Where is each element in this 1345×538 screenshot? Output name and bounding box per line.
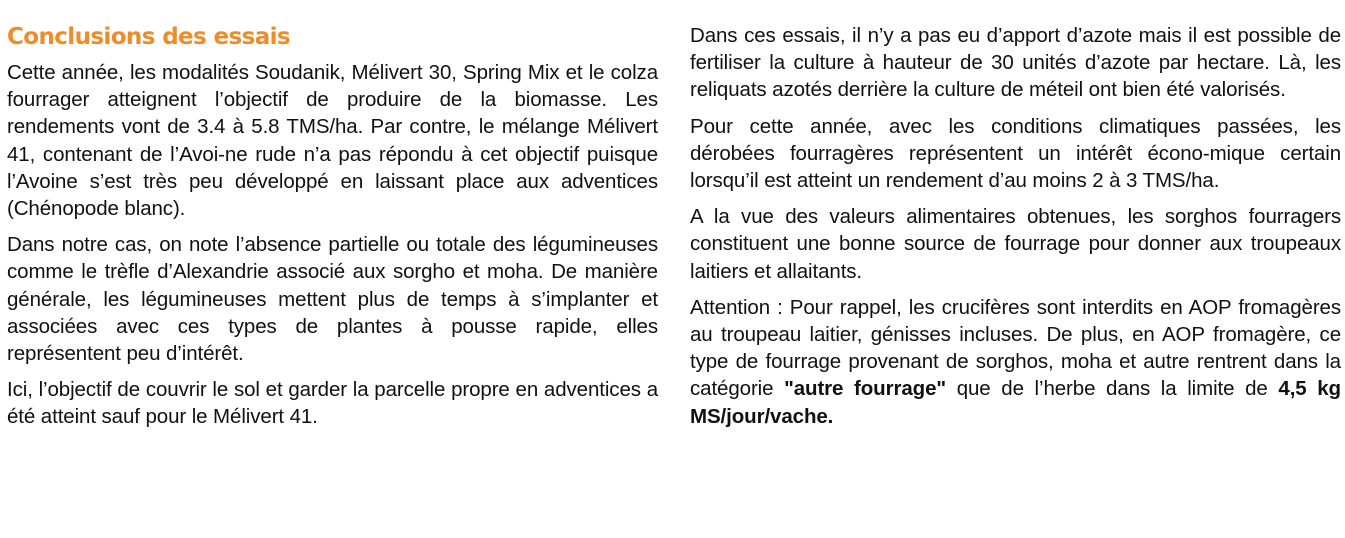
paragraph-economic-interest: Pour cette année, avec les conditions climatiques passées, les dérobées fourragères représentent un intérêt écono-mique certain lorsqu’il est atteint un rendement d’au moins 2 à 3 TMS/ha. [690,114,1341,193]
attention-text-1: Attention : Pour rappel, les crucifères sont interdits en AOP fromagères au troupeau laitier, génisses incluses. De plus, en AOP fromagère, ce type de fourrage provenant de sorghos, moha et autre rentrent dans la catégorie [690,295,1341,401]
right-column [690,0,1341,430]
paragraph-weed-control: Ici, l’objectif de couvrir le sol et garder la parcelle propre en adventices a été atteint sauf pour le Mélivert 41. [7,378,658,429]
section-title: Conclusions des essais [7,24,291,50]
paragraph-yields: Cette année, les modalités Soudanik, Mélivert 30, Spring Mix et le colza fourrager atteignent l’objectif de produire de la biomasse. Les rendements vont de 3.4 à 5.8 TMS/ha. Par contre, le mélange Mélivert 41, contenant de l’Avoi-ne rude n’a pas répondu à cet objectif puisque l’Avoine s’est très peu développé en laissant place aux adventices (Chénopode blanc). [7,61,658,221]
attention-text-2: que de l’herbe dans la limite de [946,377,1279,401]
left-column [7,0,658,431]
paragraph-nitrogen: Dans ces essais, il n’y a pas eu d’apport d’azote mais il est possible de fertiliser la culture à hauteur de 30 unités d’azote par hectare. Là, les reliquats azotés derrière la culture de méteil ont bien été valorisés. [690,24,1341,102]
attention-bold-limit: 4,5 kg MS/jour/vache. [690,377,1341,428]
paragraph-feed-values: A la vue des valeurs alimentaires obtenues, les sorghos fourragers constituent une bonne source de fourrage pour donner aux troupeaux laitiers et allaitants. [690,205,1341,283]
paragraph-legumes: Dans notre cas, on note l’absence partielle ou totale des légumineuses comme le trèfle d’Alexandrie associé aux sorgho et moha. De manière générale, les légumineuses mettent plus de temps à s’implanter et associées avec ces types de plantes à pousse rapide, elles représentent peu d’intérêt. [7,233,658,366]
paragraph-attention [690,294,1341,430]
attention-bold-category: "autre fourrage" [784,377,947,401]
